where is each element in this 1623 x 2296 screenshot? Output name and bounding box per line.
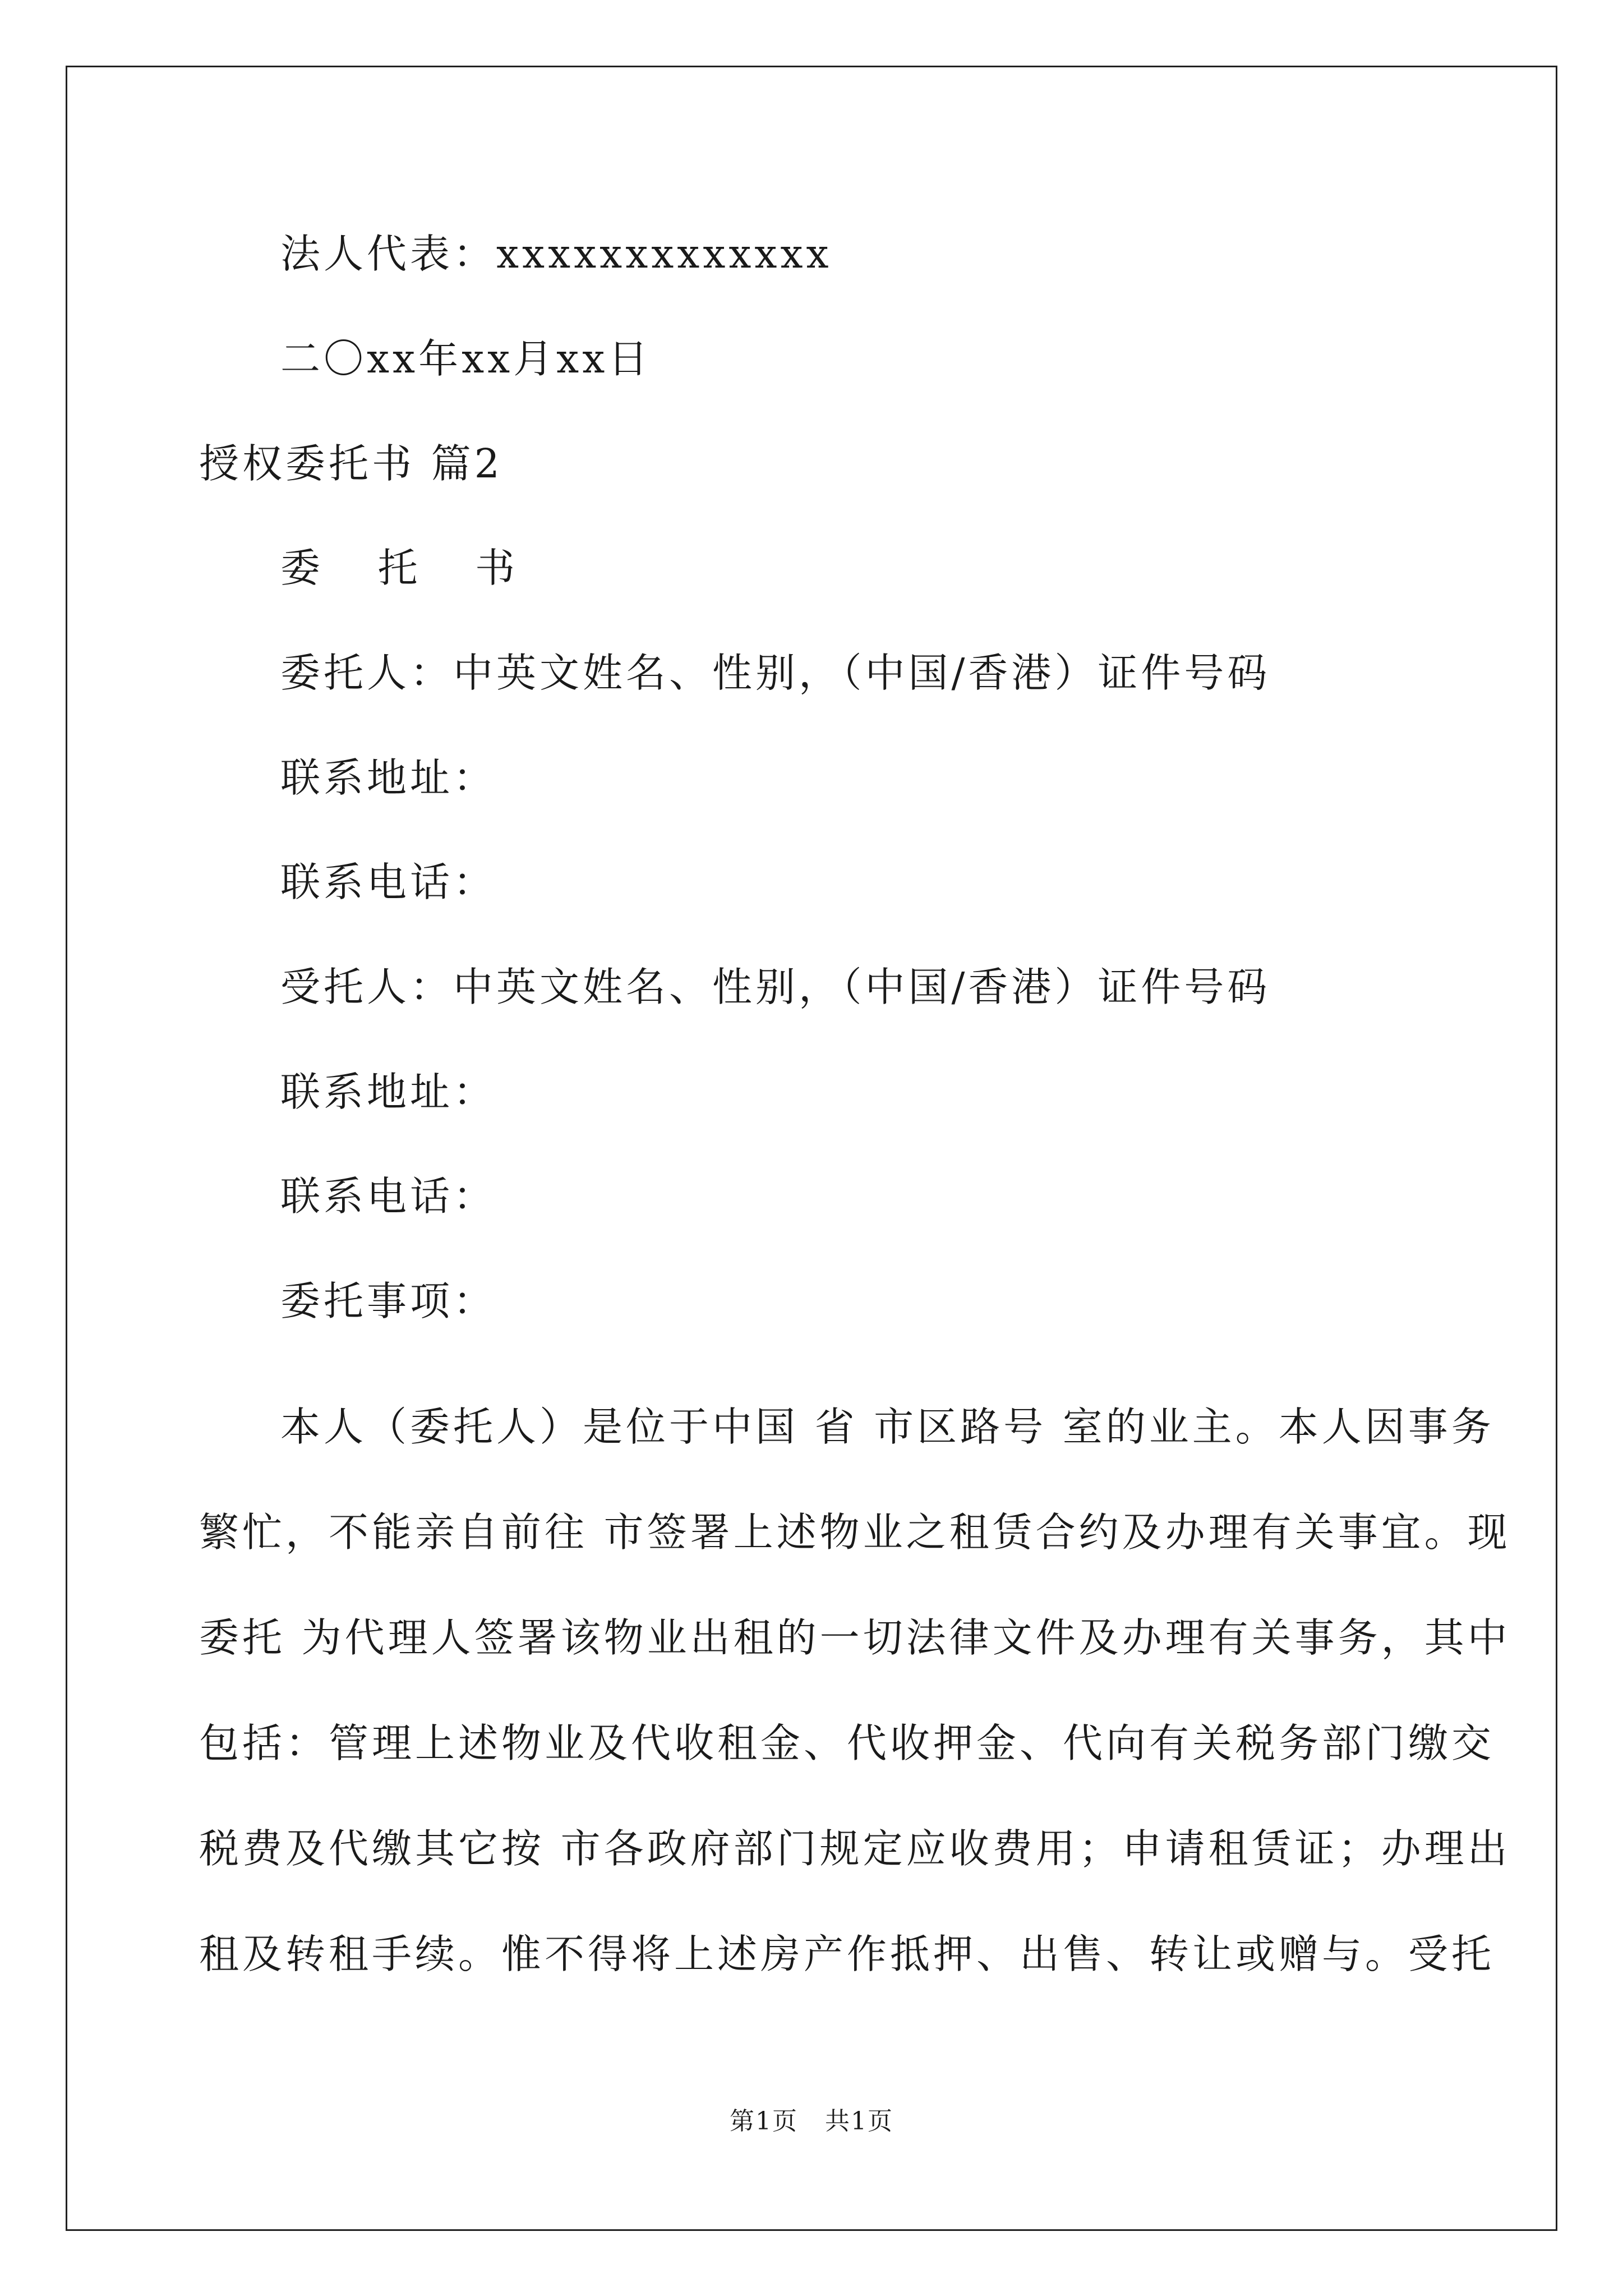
- section-heading: 授权委托书 篇2: [199, 440, 503, 487]
- body-paragraph: [199, 1374, 1511, 2007]
- principal-phone-line: 联系电话：: [280, 859, 497, 905]
- document-title: 委 托 书: [280, 545, 538, 591]
- paragraph-line: 租及转租手续。惟不得将上述房产作抵押、出售、转让或赠与。受托: [199, 1931, 1495, 1977]
- date-line: 二〇xx年xx月xx日: [280, 335, 652, 382]
- paragraph-line: 繁忙，不能亲自前往 市签署上述物业之租赁合约及办理有关事宜。现: [199, 1509, 1511, 1556]
- page-footer: 第1页 共1页: [730, 2107, 893, 2136]
- paragraph-line: 委托 为代理人签署该物业出租的一切法律文件及办理有关事务，其中: [199, 1614, 1511, 1661]
- principal-address-line: 联系地址：: [280, 754, 497, 801]
- paragraph-line: 包括：管理上述物业及代收租金、代收押金、代向有关税务部门缴交: [199, 1720, 1495, 1766]
- agent-address-line: 联系地址：: [280, 1069, 497, 1115]
- agent-phone-line: 联系电话：: [280, 1173, 497, 1220]
- paragraph-line: 本人（委托人）是位于中国 省 市区路号 室的业主。本人因事务: [280, 1404, 1495, 1450]
- paragraph-line: 税费及代缴其它按 市各政府部门规定应收费用；申请租赁证；办理出: [199, 1825, 1511, 1872]
- matters-line: 委托事项：: [280, 1278, 497, 1324]
- agent-line: 受托人：中英文姓名、性别，（中国/香港）证件号码: [280, 964, 1271, 1010]
- principal-line: 委托人：中英文姓名、性别，（中国/香港）证件号码: [280, 650, 1271, 696]
- legal-representative-line: 法人代表：xxxxxxxxxxxxx: [280, 231, 832, 277]
